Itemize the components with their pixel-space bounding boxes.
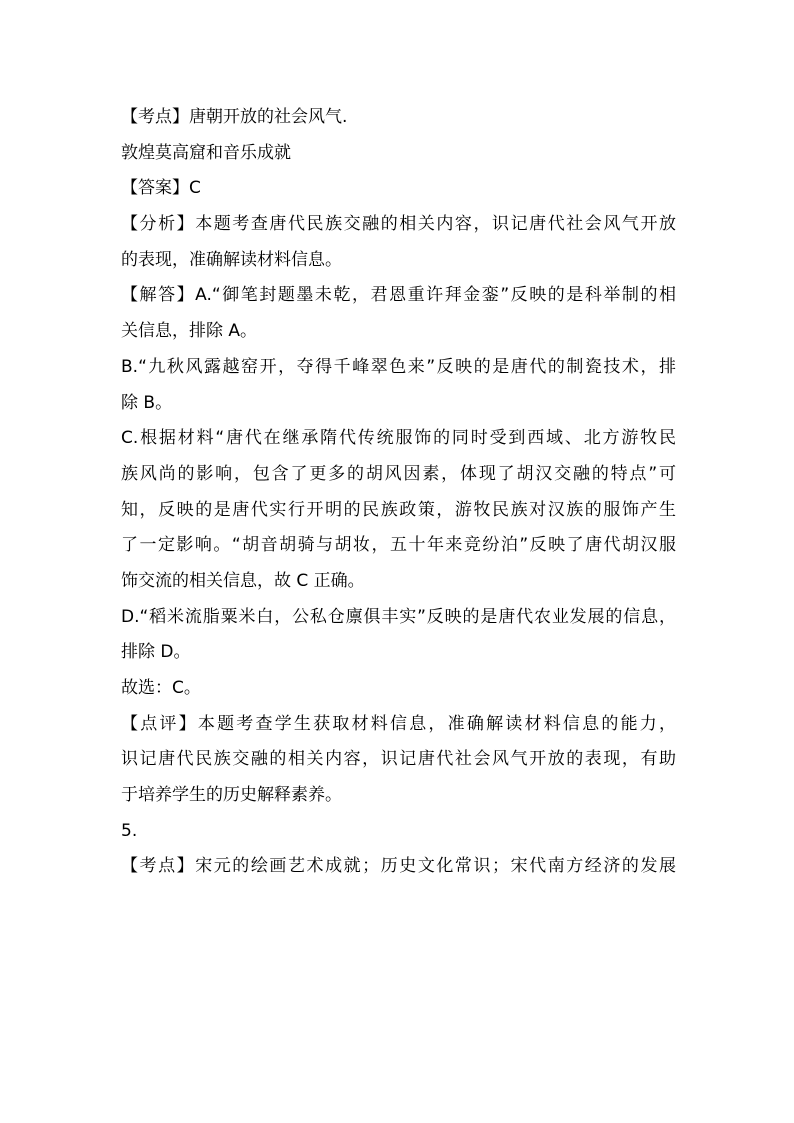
comment-line-2: 识记唐代民族交融的相关内容，识记唐代社会风气开放的表现，有助 (121, 749, 676, 770)
solution-d-line-1: D.“稻米流脂粟米白，公私仓廪俱丰实”反映的是唐代农业发展的信息， (121, 606, 676, 627)
analysis-line-2: 的表现，准确解读材料信息。 (121, 249, 342, 270)
solution-a-line-2: 关信息，排除 A。 (121, 321, 258, 342)
next-kaodian-line: 【考点】宋元的绘画艺术成就；历史文化常识；宋代南方经济的发展 (121, 856, 676, 877)
question-number: 5. (121, 820, 138, 841)
solution-b-line-2: 除 B。 (121, 392, 173, 413)
solution-a-line-1: 【解答】A.“御笔封题墨未乾，君恩重许拜金銮”反映的是科举制的相 (121, 285, 676, 306)
solution-c-line-1: C.根据材料“唐代在继承隋代传统服饰的同时受到西域、北方游牧民 (121, 428, 676, 449)
solution-c-line-2: 族风尚的影响，包含了更多的胡风因素，体现了胡汉交融的特点”可 (121, 463, 676, 484)
choice-line: 故选：C。 (121, 678, 201, 698)
answer-analysis-text (121, 100, 676, 885)
answer-line: 【答案】C (121, 178, 201, 199)
comment-line-1: 【点评】本题考查学生获取材料信息，准确解读材料信息的能力， (121, 713, 676, 734)
solution-b-line-1: B.“九秋风露越窑开，夺得千峰翠色来”反映的是唐代的制瓷技术，排 (121, 356, 676, 377)
solution-d-line-2: 排除 D。 (121, 642, 191, 663)
kaodian-line: 【考点】唐朝开放的社会风气. (121, 107, 348, 127)
solution-c-line-3: 知，反映的是唐代实行开明的民族政策，游牧民族对汉族的服饰产生 (121, 499, 676, 520)
solution-c-line-5: 饰交流的相关信息，故 C 正确。 (121, 570, 365, 591)
kaodian-continuation-line: 敦煌莫高窟和音乐成就 (121, 142, 291, 163)
comment-line-3: 于培养学生的历史解释素养。 (121, 785, 342, 806)
solution-c-line-4: 了一定影响。“胡音胡骑与胡妆，五十年来竞纷泊”反映了唐代胡汉服 (121, 535, 676, 556)
analysis-line-1: 【分析】本题考查唐代民族交融的相关内容，识记唐代社会风气开放 (121, 214, 676, 235)
